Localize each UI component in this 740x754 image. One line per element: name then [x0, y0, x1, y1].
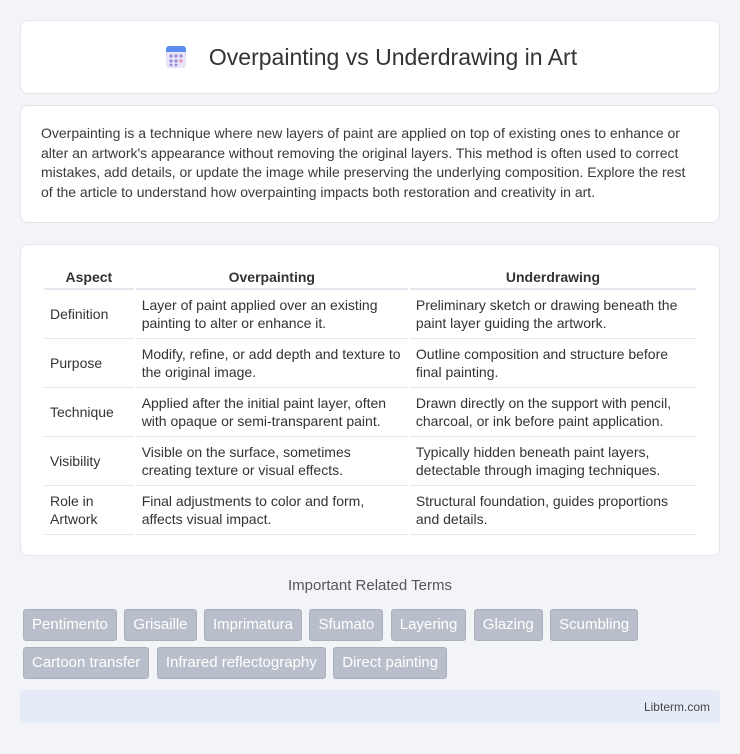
- table-cell: Modify, refine, or add depth and texture to the original image.: [136, 339, 408, 388]
- tag-pentimento[interactable]: Pentimento: [23, 609, 117, 641]
- tag-glazing[interactable]: Glazing: [474, 609, 543, 641]
- intro-text: Overpainting is a technique where new layers of paint are applied on top of existing ones to enhance or alter an artwork's appearance without removing the original layers. This method is often used to correct mistakes, add details, or update the image while preserving the underlying composition. Explore the rest of the article to understand how overpainting impacts both restoration and creativity in art.: [41, 125, 686, 200]
- tag-sfumato[interactable]: Sfumato: [309, 609, 383, 641]
- table-cell: Applied after the initial paint layer, often with opaque or semi-transparent paint.: [136, 388, 408, 437]
- column-header: Aspect: [44, 265, 134, 290]
- table-cell: Visible on the surface, sometimes creating texture or visual effects.: [136, 437, 408, 486]
- tag-cartoon-transfer[interactable]: Cartoon transfer: [23, 647, 149, 679]
- column-header: Overpainting: [136, 265, 408, 290]
- table-row: [44, 437, 696, 486]
- tag-imprimatura[interactable]: Imprimatura: [204, 609, 302, 641]
- table-cell: Layer of paint applied over an existing painting to alter or enhance it.: [136, 290, 408, 339]
- table-row: [44, 486, 696, 535]
- comparison-table: [42, 265, 698, 535]
- tag-scumbling[interactable]: Scumbling: [550, 609, 638, 641]
- tag-grisaille[interactable]: Grisaille: [124, 609, 196, 641]
- page-title: Overpainting vs Underdrawing in Art: [208, 43, 578, 70]
- tag-direct-painting[interactable]: Direct painting: [333, 647, 447, 679]
- table-cell: Final adjustments to color and form, affects visual impact.: [136, 486, 408, 535]
- comparison-table-card: [20, 244, 720, 556]
- related-terms-title: Important Related Terms: [288, 577, 452, 594]
- table-row: [44, 290, 696, 339]
- footer-site-link[interactable]: Libterm.com: [643, 699, 710, 714]
- tag-infrared-reflectography[interactable]: Infrared reflectography: [157, 647, 326, 679]
- table-cell: Typically hidden beneath paint layers, detectable through imaging techniques.: [410, 437, 696, 486]
- calculator-icon: [163, 44, 189, 70]
- table-row: [44, 388, 696, 437]
- related-terms-list: [23, 609, 723, 685]
- table-cell: Visibility: [44, 437, 134, 486]
- table-cell: Drawn directly on the support with pencil, charcoal, or ink before paint application.: [410, 388, 696, 437]
- table-header-row: [44, 265, 696, 290]
- table-cell: Definition: [44, 290, 134, 339]
- footer: [20, 690, 720, 723]
- table-cell: Purpose: [44, 339, 134, 388]
- table-cell: Technique: [44, 388, 134, 437]
- intro-card: [20, 105, 720, 223]
- column-header: Underdrawing: [410, 265, 696, 290]
- header-card: [20, 20, 720, 94]
- table-cell: Role in Artwork: [44, 486, 134, 535]
- table-cell: Outline composition and structure before final painting.: [410, 339, 696, 388]
- table-cell: Structural foundation, guides proportions and details.: [410, 486, 696, 535]
- table-cell: Preliminary sketch or drawing beneath the paint layer guiding the artwork.: [410, 290, 696, 339]
- tag-layering[interactable]: Layering: [391, 609, 467, 641]
- table-row: [44, 339, 696, 388]
